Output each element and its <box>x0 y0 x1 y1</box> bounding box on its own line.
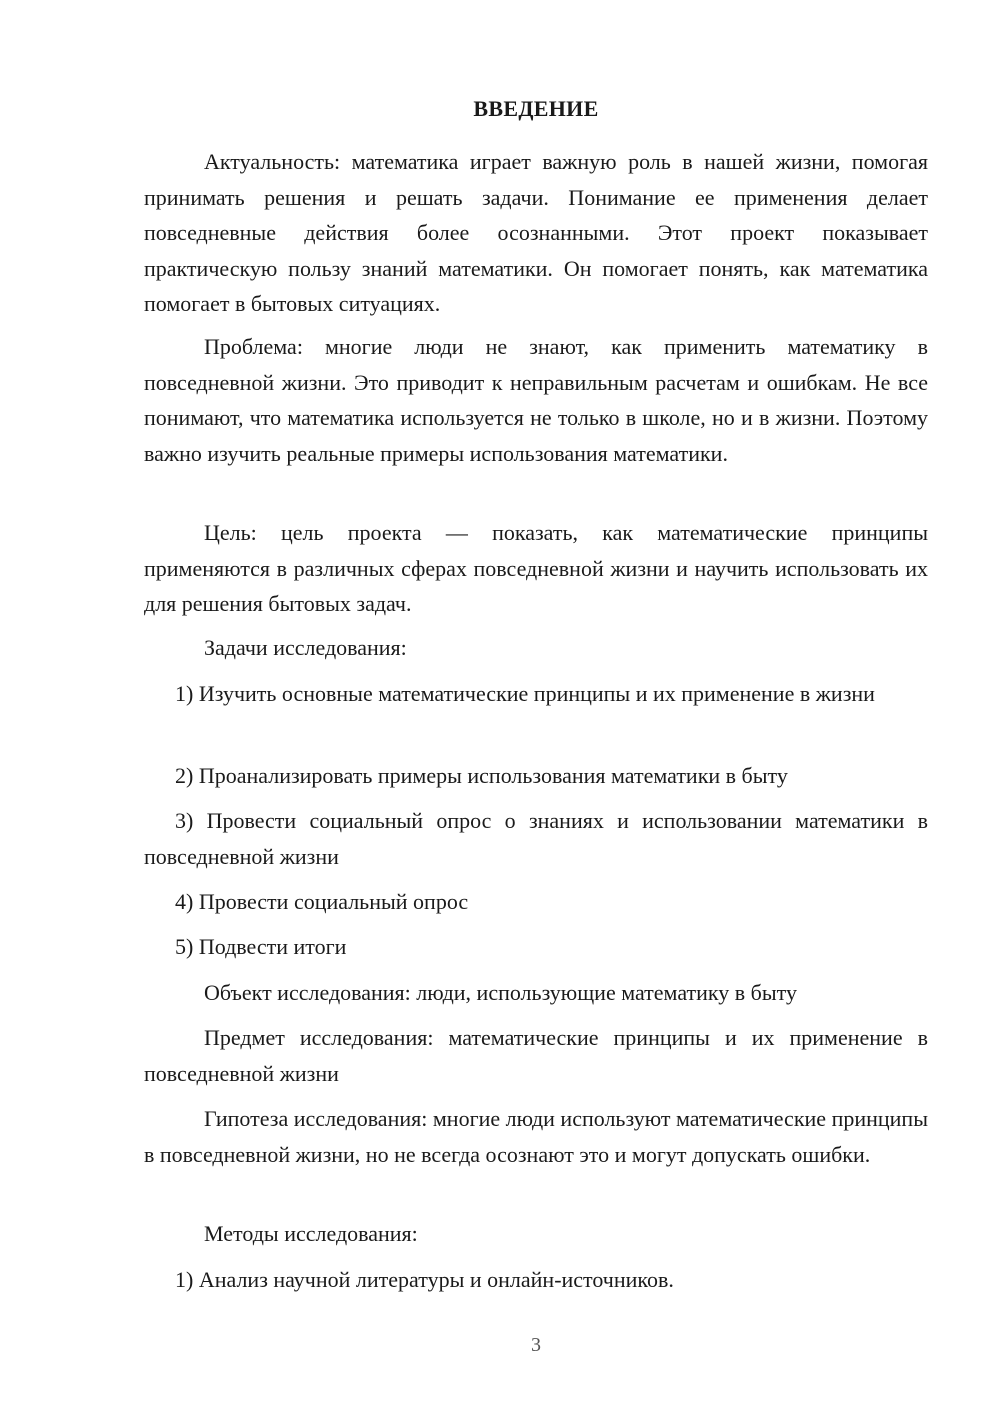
paragraph-problem: Проблема: многие люди не знают, как применить математику в повседневной жизни. Это приводит к неправильным расчетам и ошибкам. Не все понимают, что математика используется не только в школе, но и в жизни. Поэтому важно изучить реальные примеры использования математики. <box>144 334 928 466</box>
paragraph-relevance: Актуальность: математика играет важную роль в нашей жизни, помогая принимать решения и решать задачи. Понимание ее применения делает повседневные действия более осознанными. Этот проект показывает практическую пользу знаний математики. Он помогает понять, как математика помогает в бытовых ситуациях. <box>144 149 928 316</box>
task-item-4: 4) Провести социальный опрос <box>175 889 469 914</box>
section-heading: ВВЕДЕНИЕ <box>473 96 599 121</box>
task-item-2: 2) Проанализировать примеры использования математики в быту <box>175 763 788 788</box>
paragraph-hypothesis: Гипотеза исследования: многие люди используют математические принципы в повседневной жизни, но не всегда осознают это и могут допускать ошибки. <box>144 1106 928 1167</box>
method-item-1: 1) Анализ научной литературы и онлайн-источников. <box>175 1267 674 1292</box>
task-item-3: 3) Провести социальный опрос о знаниях и использовании математики в повседневной жизни <box>144 808 928 869</box>
task-item-5: 5) Подвести итоги <box>175 934 347 959</box>
task-item-1: 1) Изучить основные математические принципы и их применение в жизни <box>175 681 875 706</box>
tasks-heading: Задачи исследования: <box>204 635 407 660</box>
paragraph-subject: Предмет исследования: математические принципы и их применение в повседневной жизни <box>144 1025 928 1086</box>
methods-heading: Методы исследования: <box>204 1221 418 1246</box>
paragraph-goal: Цель: цель проекта — показать, как математические принципы применяются в различных сферах повседневной жизни и научить использовать их для решения бытовых задач. <box>144 520 928 616</box>
page-number: 3 <box>531 1334 541 1356</box>
paragraph-object: Объект исследования: люди, использующие математику в быту <box>204 980 797 1005</box>
